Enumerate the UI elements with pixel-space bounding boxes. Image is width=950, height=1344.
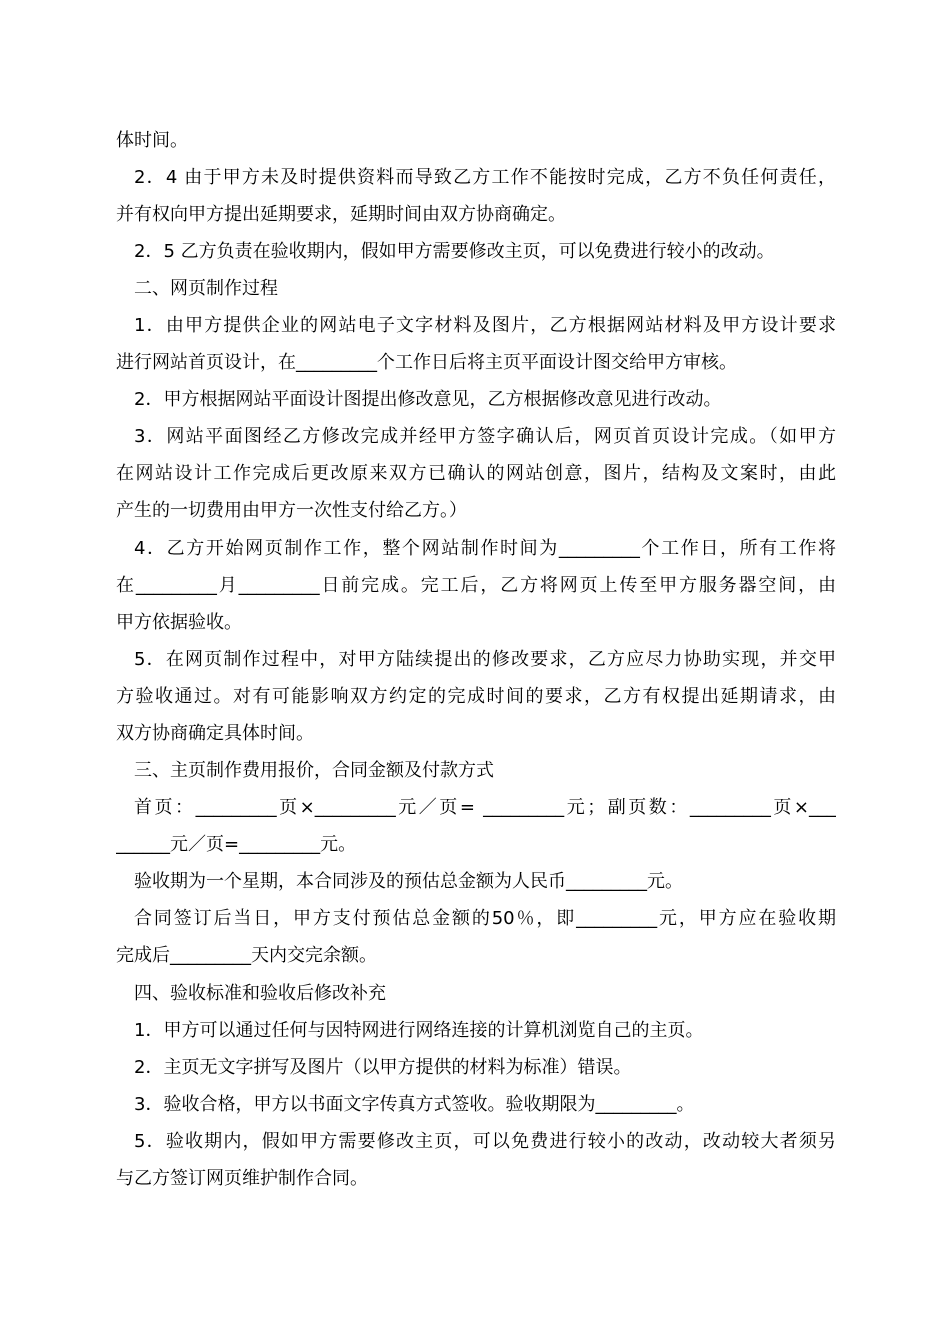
text-line: 完成后_________天内交完余额。 xyxy=(116,945,377,966)
text-line: 验收期为一个星期，本合同涉及的预估总金额为人民币_________元。 xyxy=(134,871,683,892)
text-line: 体时间。 xyxy=(116,130,188,151)
text-line: 在网站设计工作完成后更改原来双方已确认的网站创意，图片，结构及文案时，由此 xyxy=(116,463,836,484)
text-line: 甲方依据验收。 xyxy=(116,612,242,633)
text-line: 与乙方签订网页维护制作合同。 xyxy=(116,1168,368,1189)
text-line: 2．甲方根据网站平面设计图提出修改意见，乙方根据修改意见进行改动。 xyxy=(134,389,722,410)
section-heading: 四、验收标准和验收后修改补充 xyxy=(134,983,386,1004)
text-line: 2．5 乙方负责在验收期内，假如甲方需要修改主页，可以免费进行较小的改动。 xyxy=(134,241,775,262)
text-line: 2．主页无文字拼写及图片（以甲方提供的材料为标准）错误。 xyxy=(134,1057,632,1078)
text-line: 5．在网页制作过程中，对甲方陆续提出的修改要求，乙方应尽力协助实现，并交甲 xyxy=(134,649,836,670)
text-line: 1．甲方可以通过任何与因特网进行网络连接的计算机浏览自己的主页。 xyxy=(134,1020,704,1041)
text-line: 合同签订后当日，甲方支付预估总金额的50％，即_________元，甲方应在验收期 xyxy=(134,908,836,929)
text-line: 1．由甲方提供企业的网站电子文字材料及图片，乙方根据网站材料及甲方设计要求 xyxy=(134,315,836,336)
text-line: 3．网站平面图经乙方修改完成并经甲方签字确认后，网页首页设计完成。（如甲方 xyxy=(134,426,836,447)
text-line: 5．验收期内，假如甲方需要修改主页，可以免费进行较小的改动，改动较大者须另 xyxy=(134,1131,836,1152)
section-heading: 三、主页制作费用报价，合同金额及付款方式 xyxy=(134,760,494,781)
text-line: ______元／页=_________元。 xyxy=(116,834,357,855)
text-line: 3．验收合格，甲方以书面文字传真方式签收。验收期限为_________。 xyxy=(134,1094,695,1115)
text-line: 4．乙方开始网页制作工作，整个网站制作时间为_________个工作日，所有工作将 xyxy=(134,538,836,559)
text-line: 首页：_________页×_________元／页= _________元；副页数：_________页×___ xyxy=(134,797,836,818)
text-line: 方验收通过。对有可能影响双方约定的完成时间的要求，乙方有权提出延期请求，由 xyxy=(116,686,836,707)
text-line: 双方协商确定具体时间。 xyxy=(116,723,314,744)
section-heading: 二、网页制作过程 xyxy=(134,278,278,299)
text-line: 并有权向甲方提出延期要求，延期时间由双方协商确定。 xyxy=(116,204,566,225)
text-line: 进行网站首页设计，在_________个工作日后将主页平面设计图交给甲方审核。 xyxy=(116,352,737,373)
text-line: 在_________月_________日前完成。完工后，乙方将网页上传至甲方服务器空间，由 xyxy=(116,575,836,596)
text-line: 产生的一切费用由甲方一次性支付给乙方。） xyxy=(116,500,467,521)
text-line: 2．4 由于甲方未及时提供资料而导致乙方工作不能按时完成，乙方不负任何责任， xyxy=(134,167,836,188)
